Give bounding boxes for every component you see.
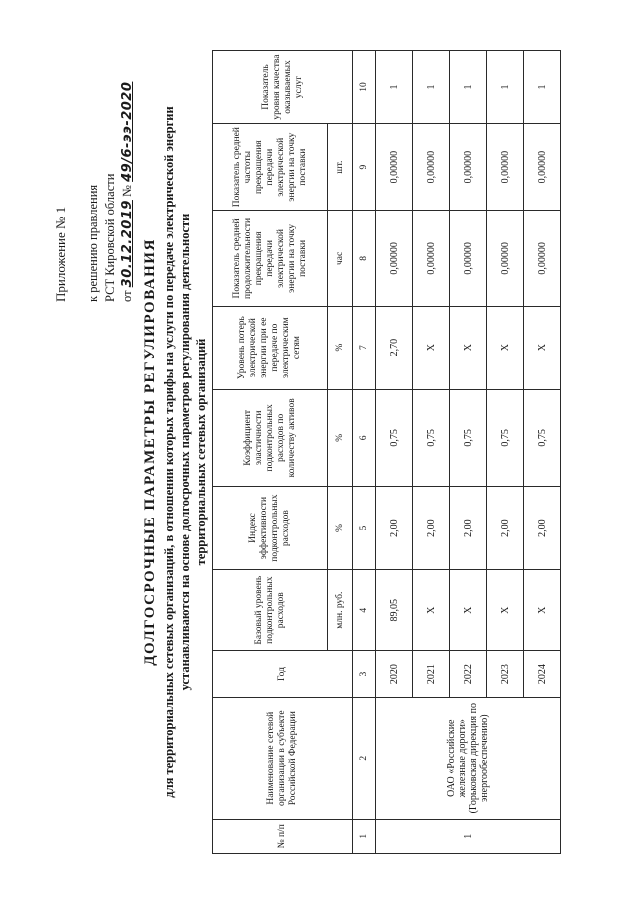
table-cell: 0,75 — [376, 389, 413, 486]
col-number: 2 — [353, 697, 376, 819]
header-cell: Коэффициент эластичности подконтрольных расходов по количеству активов — [213, 389, 328, 486]
year-cell: 2022 — [450, 651, 487, 698]
col-number: 3 — [353, 651, 376, 698]
table-cell: 1 — [487, 51, 524, 124]
unit-cell: % — [328, 389, 353, 486]
header-cell: Наименование сетевой организации в субъекте Российской Федерации — [213, 697, 353, 819]
table-cell: 2,00 — [413, 487, 450, 570]
col-number: 9 — [353, 124, 376, 211]
annex-line-2: РСТ Кировской области — [103, 173, 117, 302]
unit-cell: % — [328, 487, 353, 570]
table-cell: Х — [413, 570, 450, 651]
title-main: ДОЛГОСРОЧНЫЕ ПАРАМЕТРЫ РЕГУЛИРОВАНИЯ — [142, 238, 158, 666]
table-cell: Х — [450, 306, 487, 389]
col-number: 1 — [353, 819, 376, 853]
handwritten-date: 30.12.2019 — [120, 200, 135, 288]
unit-cell: млн. руб. — [328, 570, 353, 651]
annex-from-prefix: от — [120, 290, 134, 302]
unit-cell: шт. — [328, 124, 353, 211]
col-number: 10 — [353, 51, 376, 124]
table-cell: 0,00000 — [376, 124, 413, 211]
table-cell: 0,00000 — [487, 124, 524, 211]
table-cell: 89,05 — [376, 570, 413, 651]
table-cell: Х — [413, 306, 450, 389]
table-cell: 0,75 — [413, 389, 450, 486]
table-cell: 1 — [376, 51, 413, 124]
header-cell: Год — [213, 651, 353, 698]
table-cell: 2,00 — [450, 487, 487, 570]
table-cell: 0,75 — [487, 389, 524, 486]
document-title — [142, 42, 209, 862]
table-cell: Х — [487, 306, 524, 389]
col-number: 6 — [353, 389, 376, 486]
table-cell: 1 — [524, 51, 561, 124]
table-cell: 0,00000 — [376, 211, 413, 306]
table-cell: Х — [524, 570, 561, 651]
rotated-page — [30, 22, 610, 882]
table-cell: 2,00 — [376, 487, 413, 570]
header-cell: Показатель средней продолжительности прекращения передачи электрической энергии на точку поставки — [213, 211, 328, 306]
handwritten-number: 49/6-ээ-2020 — [120, 81, 135, 182]
row-number: 1 — [376, 819, 561, 853]
title-line-3: устанавливаются на основе долгосрочных параметров регулирования деятельности — [178, 213, 192, 691]
annex-number: Приложение № 1 — [53, 206, 68, 302]
table-cell: 0,75 — [450, 389, 487, 486]
year-cell: 2024 — [524, 651, 561, 698]
table-cell: 0,00000 — [487, 211, 524, 306]
unit-cell: час — [328, 211, 353, 306]
annex-number-sign: № — [120, 185, 134, 197]
col-number: 7 — [353, 306, 376, 389]
table-cell: Х — [450, 570, 487, 651]
table-cell: 0,00000 — [524, 124, 561, 211]
col-number: 4 — [353, 570, 376, 651]
header-cell: Показатель уровня качества оказываемых услуг — [213, 51, 353, 124]
parameters-table — [212, 50, 561, 854]
annex-line-1: к решению правления — [86, 184, 100, 302]
annex-line-3 — [119, 52, 136, 302]
unit-cell: % — [328, 306, 353, 389]
table-cell: 2,70 — [376, 306, 413, 389]
table-cell: 0,00000 — [450, 124, 487, 211]
table-cell: 2,00 — [487, 487, 524, 570]
table-cell: Х — [487, 570, 524, 651]
col-number: 8 — [353, 211, 376, 306]
header-cell: Индекс эффективности подконтрольных расходов — [213, 487, 328, 570]
table-cell: 0,00000 — [413, 124, 450, 211]
table-cell: 2,00 — [524, 487, 561, 570]
table-cell: 0,00000 — [413, 211, 450, 306]
year-cell: 2023 — [487, 651, 524, 698]
header-cell: Базовый уровень подконтрольных расходов — [213, 570, 328, 651]
table-cell: 0,00000 — [524, 211, 561, 306]
title-line-2: для территориальных сетевых организаций, в отношении которых тарифы на услуги по передаче электрической энергии — [162, 106, 176, 798]
header-cell: Показатель средней частоты прекращения передачи электрической энергии на точку поставки — [213, 124, 328, 211]
table-cell: 0,00000 — [450, 211, 487, 306]
year-cell: 2021 — [413, 651, 450, 698]
table-cell: 1 — [450, 51, 487, 124]
header-cell: Уровень потерь электрической энергии при ее передаче по электрическим сетям — [213, 306, 328, 389]
title-line-4: территориальных сетевых организаций — [194, 338, 208, 566]
column-numbers-row — [353, 51, 376, 854]
col-number: 5 — [353, 487, 376, 570]
year-cell: 2020 — [376, 651, 413, 698]
table-cell: Х — [524, 306, 561, 389]
table-row — [376, 51, 413, 854]
organization-name: ОАО «Российские железные дороги» (Горьковская дирекция по энергообеспечению) — [376, 697, 561, 819]
header-cell: № п/п — [213, 819, 353, 853]
header-row — [213, 51, 328, 854]
table-cell: 0,75 — [524, 389, 561, 486]
table-cell: 1 — [413, 51, 450, 124]
annex-block — [52, 52, 136, 302]
